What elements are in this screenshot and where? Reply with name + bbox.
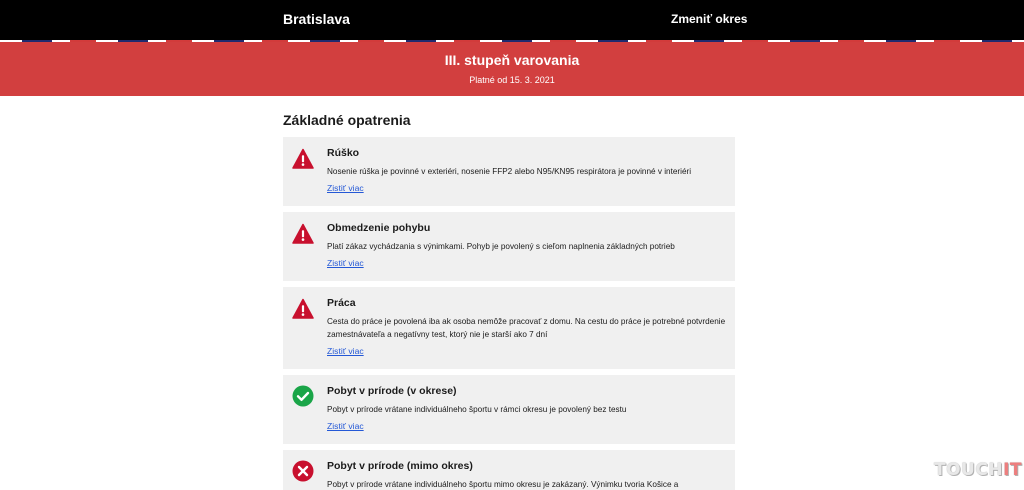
- learn-more-link[interactable]: Zistiť viac: [327, 346, 364, 356]
- measure-description: Cesta do práce je povolená iba ak osoba nemôže pracovať z domu. Na cestu do práce je potrebné potvrdenie zamestnávateľa a negatívny test, ktorý nie je starší ako 7 dní: [327, 317, 726, 339]
- warning-level-banner: [0, 42, 1024, 96]
- warning-level-title: III. stupeň varovania: [444, 52, 580, 68]
- measure-title: Práca: [327, 297, 356, 309]
- measure-title: Pobyt v prírode (v okrese): [327, 385, 457, 397]
- measure-title: Obmedzenie pohybu: [327, 222, 431, 234]
- learn-more-link[interactable]: Zistiť viac: [327, 183, 364, 193]
- measure-description: Pobyt v prírode vrátane individuálneho športu mimo okresu je zakázaný. Výnimku tvoria Košice a: [327, 480, 679, 489]
- touchit-watermark-logo: [934, 460, 1022, 480]
- warning-icon: [292, 148, 314, 170]
- watermark-part1: TOUCH: [934, 460, 1004, 480]
- learn-more-link[interactable]: Zistiť viac: [327, 421, 364, 431]
- measure-card-work: [283, 287, 735, 369]
- warning-icon: [292, 298, 314, 320]
- valid-from-text: Platné od 15. 3. 2021: [469, 75, 555, 85]
- measure-title: Pobyt v prírode (mimo okres): [327, 460, 473, 472]
- error-icon: [292, 460, 314, 482]
- check-icon: [292, 385, 314, 407]
- measure-description: Pobyt v prírode vrátane individuálneho športu v rámci okresu je povolený bez testu: [327, 405, 627, 414]
- learn-more-link[interactable]: Zistiť viac: [327, 258, 364, 268]
- watermark-part2: IT: [1003, 460, 1022, 480]
- measure-description: Platí zákaz vychádzania s výnimkami. Pohyb je povolený s cieľom naplnenia základných potrieb: [327, 242, 675, 251]
- measure-card-nature-outside-district: [283, 450, 735, 490]
- measure-title: Rúško: [327, 147, 360, 159]
- measure-card-nature-in-district: [283, 375, 735, 444]
- measure-card-movement: [283, 212, 735, 281]
- change-district-link[interactable]: Zmeniť okres: [671, 12, 748, 26]
- measure-description: Nosenie rúška je povinné v exteriéri, nosenie FFP2 alebo N95/KN95 respirátora je povinné v interiéri: [327, 167, 692, 176]
- top-bar: [0, 0, 1024, 40]
- measure-card-mask: [283, 137, 735, 206]
- section-title: Základné opatrenia: [283, 112, 411, 128]
- warning-icon: [292, 223, 314, 245]
- city-name: Bratislava: [283, 11, 350, 27]
